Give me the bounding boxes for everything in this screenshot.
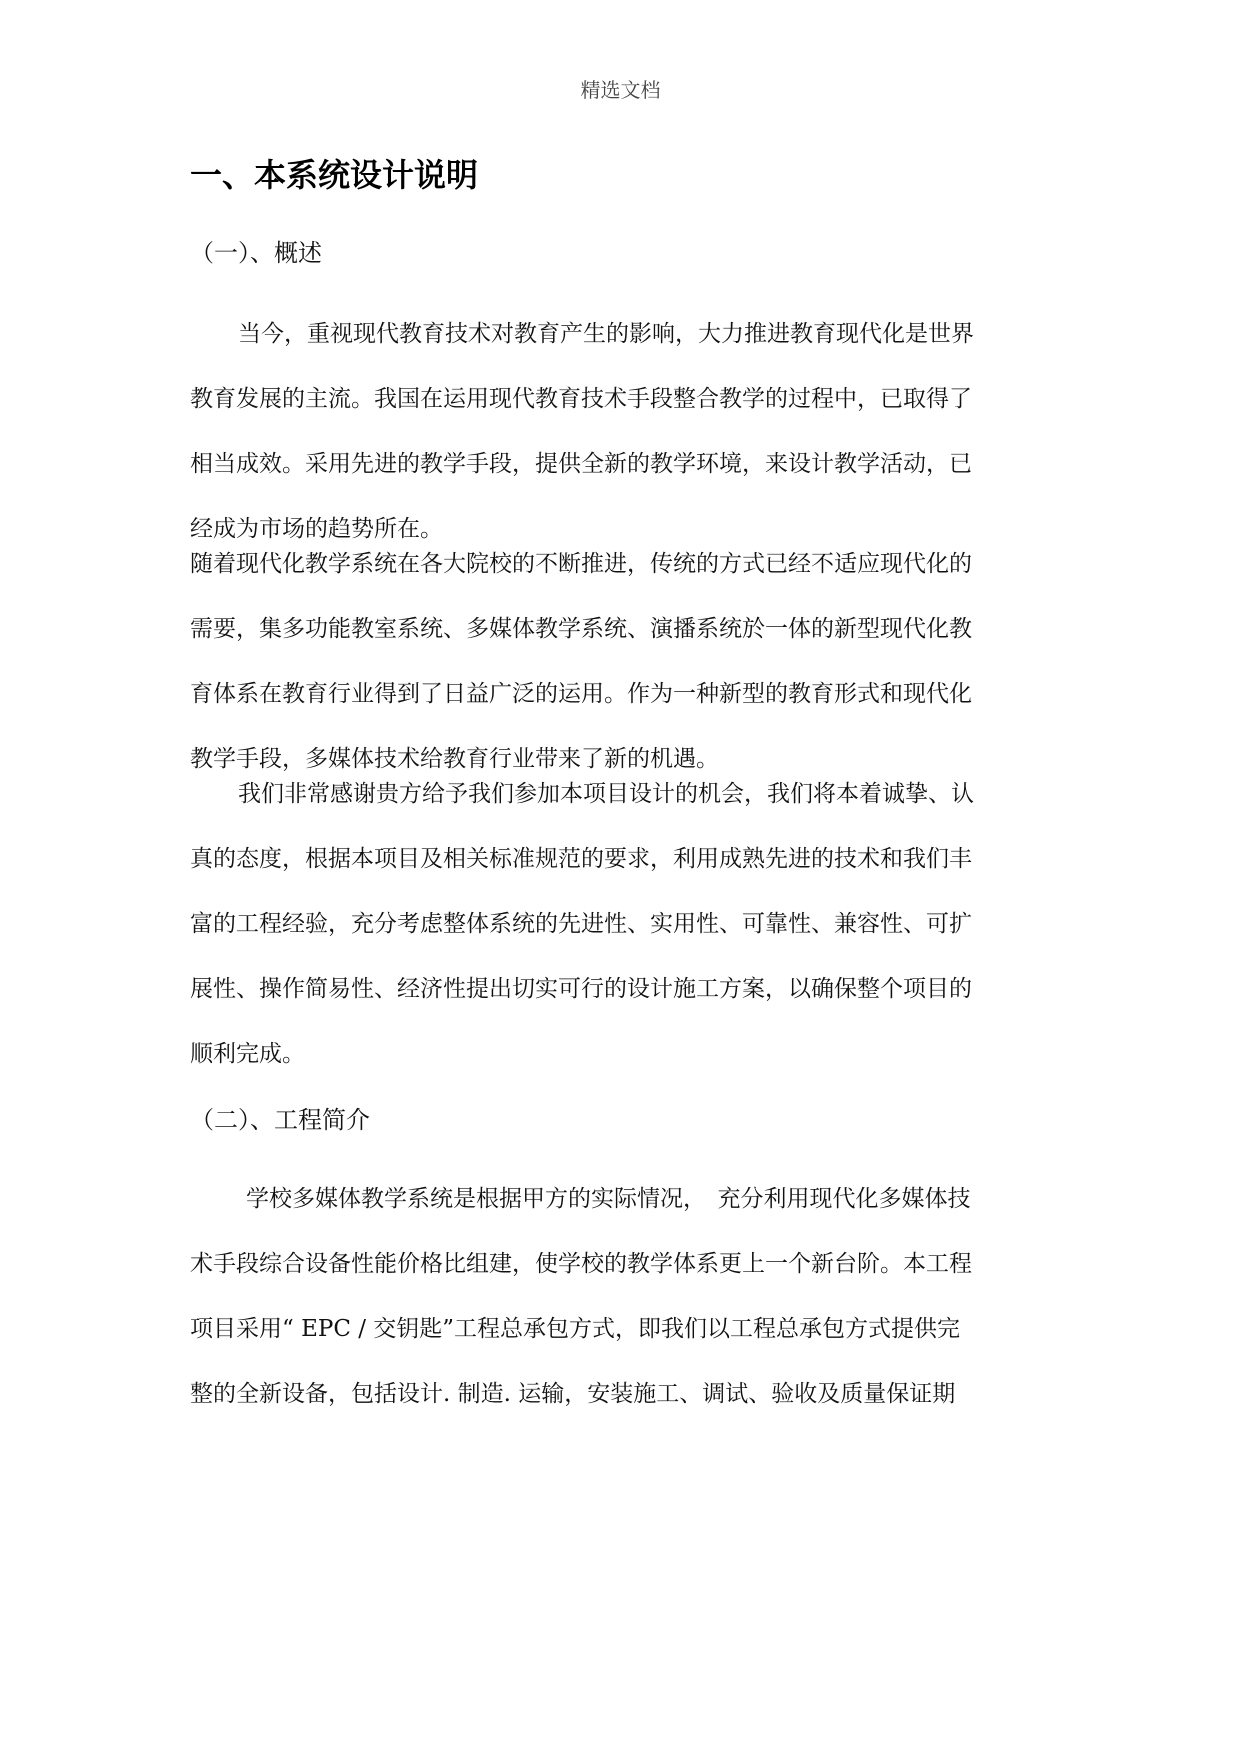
paragraph-line: 富的工程经验，充分考虑整体系统的先进性、实用性、可靠性、兼容性、可扩 xyxy=(190,911,972,937)
paragraph-line: 顺利完成。 xyxy=(190,1041,305,1067)
paragraph-line: 教学手段，多媒体技术给教育行业带来了新的机遇。 xyxy=(190,746,719,772)
paragraph-overview-1 xyxy=(190,302,1060,562)
running-header: 精选文档 xyxy=(580,78,661,102)
paragraph-line: 相当成效。采用先进的教学手段，提供全新的教学环境，来设计教学活动，已 xyxy=(190,451,972,477)
paragraph-line: 随着现代化教学系统在各大院校的不断推进，传统的方式已经不适应现代化的 xyxy=(190,551,972,577)
section-title: 一、本系统设计说明 xyxy=(190,156,479,194)
paragraph-project-1 xyxy=(190,1167,1060,1427)
subsection-title-project: （二）、工程简介 xyxy=(190,1106,370,1134)
paragraph-line: 真的态度，根据本项目及相关标准规范的要求，利用成熟先进的技术和我们丰 xyxy=(190,846,972,872)
paragraph-line: 项目采用“ EPC / 交钥匙”工程总承包方式，即我们以工程总承包方式提供完 xyxy=(190,1316,961,1342)
subsection-title-overview: （一）、概述 xyxy=(190,239,322,267)
paragraph-line: 当今，重视现代教育技术对教育产生的影响，大力推进教育现代化是世界 xyxy=(238,321,974,347)
paragraph-overview-2 xyxy=(190,532,1060,792)
paragraph-line: 我们非常感谢贵方给予我们参加本项目设计的机会，我们将本着诚挚、认 xyxy=(238,781,974,807)
paragraph-line: 需要，集多功能教室系统、多媒体教学系统、演播系统於一体的新型现代化教 xyxy=(190,616,972,642)
paragraph-line: 学校多媒体教学系统是根据甲方的实际情况， 充分利用现代化多媒体技 xyxy=(246,1186,971,1212)
paragraph-line: 经成为市场的趋势所在。 xyxy=(190,516,443,542)
paragraph-line: 教育发展的主流。我国在运用现代教育技术手段整合教学的过程中，已取得了 xyxy=(190,386,972,412)
paragraph-line: 育体系在教育行业得到了日益广泛的运用。作为一种新型的教育形式和现代化 xyxy=(190,681,972,707)
paragraph-line: 展性、操作简易性、经济性提出切实可行的设计施工方案，以确保整个项目的 xyxy=(190,976,972,1002)
paragraph-line: 术手段综合设备性能价格比组建，使学校的教学体系更上一个新台阶。本工程 xyxy=(190,1251,972,1277)
paragraph-line: 整的全新设备，包括设计. 制造. 运输，安装施工、调试、验收及质量保证期 xyxy=(190,1381,956,1407)
paragraph-overview-3 xyxy=(190,762,1060,1087)
